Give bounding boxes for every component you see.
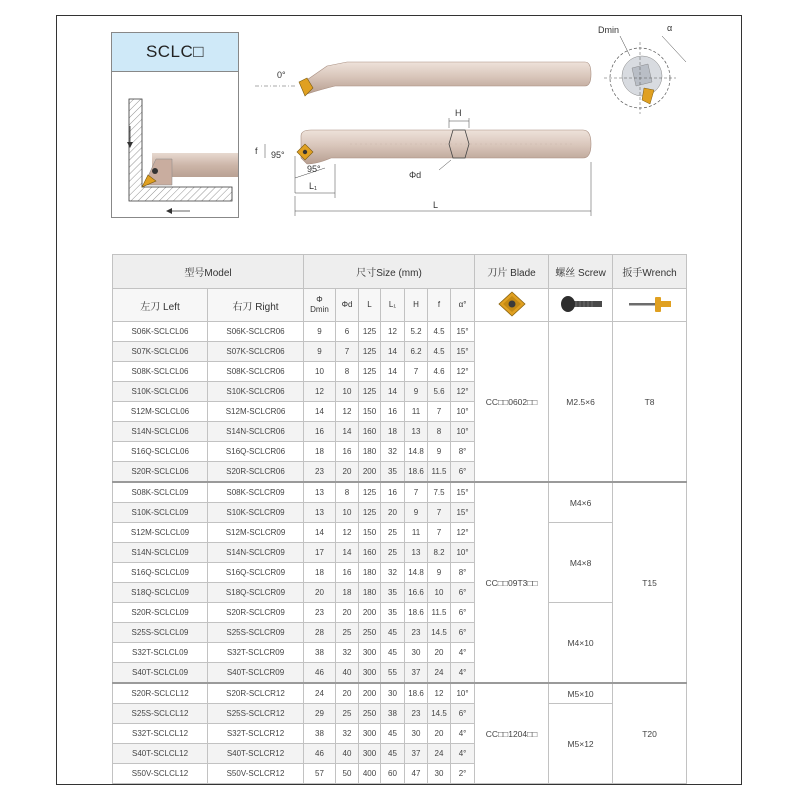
schematic-screw [152,168,158,174]
cell-d: 40 [336,744,359,764]
bar-top-view [255,62,591,96]
screw-cell: M4×10 [549,603,613,684]
cell-right: S14N-SCLCR06 [208,422,304,442]
table-row [113,683,687,704]
cell-dmin: 9 [304,342,336,362]
cell-L: 300 [359,663,381,684]
cell-dmin: 57 [304,764,336,784]
cell-H: 37 [405,663,428,684]
screw-image [549,289,613,322]
cell-L: 300 [359,724,381,744]
cell-a: 8° [451,442,475,462]
cell-right: S08K-SCLCR06 [208,362,304,382]
cell-dmin: 38 [304,643,336,663]
cell-left: S20R-SCLCL09 [113,603,208,623]
cell-dmin: 38 [304,724,336,744]
cell-H: 14.8 [405,442,428,462]
cell-a: 10° [451,422,475,442]
cell-right: S10K-SCLCR06 [208,382,304,402]
dmin-label: Dmin [598,25,620,35]
cell-H: 23 [405,623,428,643]
cell-L: 300 [359,744,381,764]
cell-d: 20 [336,462,359,483]
cell-L1: 16 [381,402,405,422]
cell-L: 200 [359,683,381,704]
cell-H: 18.6 [405,683,428,704]
wrench-cell: T8 [613,322,687,483]
cell-L1: 32 [381,442,405,462]
cell-L: 125 [359,382,381,402]
cell-d: 32 [336,724,359,744]
cell-a: 6° [451,603,475,623]
wrench-image [613,289,687,322]
cell-left: S20R-SCLCL12 [113,683,208,704]
cell-left: S08K-SCLCL06 [113,362,208,382]
cell-dmin: 10 [304,362,336,382]
cell-f: 20 [428,643,451,663]
cell-right: S32T-SCLCR12 [208,724,304,744]
cell-d: 40 [336,663,359,684]
table-row [113,322,687,342]
cell-right: S12M-SCLCR06 [208,402,304,422]
cell-a: 4° [451,663,475,684]
cell-f: 4.6 [428,362,451,382]
cell-L: 125 [359,482,381,503]
cell-dmin: 14 [304,523,336,543]
cell-d: 25 [336,704,359,724]
cell-right: S10K-SCLCR09 [208,503,304,523]
cell-dmin: 13 [304,503,336,523]
cell-f: 5.6 [428,382,451,402]
cell-L: 300 [359,643,381,663]
tool-drawings [255,18,595,223]
cell-H: 14.8 [405,563,428,583]
spec-table [112,254,687,784]
cell-dmin: 16 [304,422,336,442]
cell-L1: 12 [381,322,405,342]
cell-left: S10K-SCLCL06 [113,382,208,402]
cell-left: S08K-SCLCL09 [113,482,208,503]
cell-L: 180 [359,442,381,462]
cell-right: S07K-SCLCR06 [208,342,304,362]
wrench-icon [625,292,675,316]
cell-right: S12M-SCLCR09 [208,523,304,543]
cell-f: 24 [428,744,451,764]
cell-a: 8° [451,563,475,583]
h-label: H [455,108,462,118]
cell-dmin: 24 [304,683,336,704]
cell-left: S16Q-SCLCL06 [113,442,208,462]
cell-H: 47 [405,764,428,784]
screw-icon [556,292,606,316]
cell-L1: 45 [381,623,405,643]
cell-L: 250 [359,704,381,724]
cell-a: 4° [451,643,475,663]
cell-f: 12 [428,683,451,704]
cell-d: 32 [336,643,359,663]
header-L: L [359,289,381,322]
cell-left: S07K-SCLCL06 [113,342,208,362]
dmin-detail [590,18,700,118]
blade-cell: CC□□0602□□ [475,322,549,483]
cell-dmin: 20 [304,583,336,603]
cell-right: S16Q-SCLCR06 [208,442,304,462]
cell-H: 5.2 [405,322,428,342]
cell-H: 9 [405,382,428,402]
cell-left: S10K-SCLCL09 [113,503,208,523]
cell-left: S18Q-SCLCL09 [113,583,208,603]
cell-left: S25S-SCLCL09 [113,623,208,643]
cell-right: S18Q-SCLCR09 [208,583,304,603]
cell-a: 10° [451,683,475,704]
header-L1: L₁ [381,289,405,322]
header-dmin: Φ Dmin [304,289,336,322]
alpha-label: α [667,23,673,33]
cell-L1: 45 [381,724,405,744]
blade-cell: CC□□1204□□ [475,683,549,784]
angle-95b-label: 95° [307,164,321,174]
cell-L1: 30 [381,683,405,704]
cell-L: 125 [359,503,381,523]
insert-end [642,88,654,104]
cell-a: 15° [451,482,475,503]
header-left: 左刀 Left [113,289,208,322]
cell-left: S20R-SCLCL06 [113,462,208,483]
cell-left: S50V-SCLCL12 [113,764,208,784]
header-screw: 螺丝 Screw [549,255,613,289]
blade-image [475,289,549,322]
cell-left: S14N-SCLCL06 [113,422,208,442]
cell-a: 15° [451,322,475,342]
table-row [113,603,687,623]
cell-right: S06K-SCLCR06 [208,322,304,342]
cell-right: S50V-SCLCR12 [208,764,304,784]
phid-label: Φd [409,170,422,180]
cell-dmin: 46 [304,744,336,764]
cell-f: 11.5 [428,603,451,623]
cell-L1: 55 [381,663,405,684]
cell-H: 9 [405,503,428,523]
cell-L1: 25 [381,543,405,563]
bar-side-view [255,108,591,216]
cell-f: 9 [428,563,451,583]
cell-d: 8 [336,362,359,382]
cell-L1: 60 [381,764,405,784]
header-d: Φd [336,289,359,322]
cell-L: 125 [359,342,381,362]
cell-f: 4.5 [428,322,451,342]
wrench-cell: T20 [613,683,687,784]
cell-H: 7 [405,362,428,382]
cell-d: 18 [336,583,359,603]
cell-left: S25S-SCLCL12 [113,704,208,724]
spec-table-body [113,322,687,784]
cell-dmin: 13 [304,482,336,503]
cell-a: 12° [451,523,475,543]
cell-H: 23 [405,704,428,724]
cell-a: 6° [451,704,475,724]
cell-d: 16 [336,563,359,583]
cell-L: 400 [359,764,381,784]
cell-L1: 20 [381,503,405,523]
cell-a: 10° [451,402,475,422]
cell-L: 250 [359,623,381,643]
cell-L1: 38 [381,704,405,724]
cell-d: 12 [336,402,359,422]
cell-L1: 16 [381,482,405,503]
cell-f: 10 [428,583,451,603]
header-right: 右刀 Right [208,289,304,322]
cell-a: 15° [451,503,475,523]
cell-f: 20 [428,724,451,744]
cell-L: 180 [359,563,381,583]
table-row [113,523,687,543]
l-label: L [433,200,439,210]
table-row [113,482,687,503]
title-box [111,32,239,218]
cell-dmin: 18 [304,442,336,462]
header-f: f [428,289,451,322]
cell-left: S40T-SCLCL09 [113,663,208,684]
cell-dmin: 17 [304,543,336,563]
screw-cell: M5×10 [549,683,613,704]
cell-f: 7 [428,402,451,422]
cell-d: 20 [336,603,359,623]
cell-a: 4° [451,724,475,744]
cell-L1: 14 [381,362,405,382]
cell-d: 20 [336,683,359,704]
cell-f: 8.2 [428,543,451,563]
cell-d: 25 [336,623,359,643]
cell-L: 125 [359,362,381,382]
cell-right: S16Q-SCLCR09 [208,563,304,583]
cell-d: 16 [336,442,359,462]
cell-right: S20R-SCLCR09 [208,603,304,623]
cell-H: 11 [405,523,428,543]
cell-dmin: 23 [304,462,336,483]
cell-f: 11.5 [428,462,451,483]
cell-H: 6.2 [405,342,428,362]
cell-L1: 32 [381,563,405,583]
l1-label: L₁ [309,181,318,191]
screw-cell: M4×6 [549,482,613,523]
cell-right: S32T-SCLCR09 [208,643,304,663]
angle-95a-label: 95° [271,150,285,160]
blade-cell: CC□□09T3□□ [475,482,549,683]
cell-L1: 35 [381,583,405,603]
cell-f: 24 [428,663,451,684]
cell-right: S08K-SCLCR09 [208,482,304,503]
cell-L: 150 [359,523,381,543]
cell-L: 180 [359,583,381,603]
cell-dmin: 23 [304,603,336,623]
cell-d: 6 [336,322,359,342]
cell-H: 13 [405,422,428,442]
cell-left: S06K-SCLCL06 [113,322,208,342]
cell-H: 7 [405,482,428,503]
cell-left: S32T-SCLCL12 [113,724,208,744]
cell-H: 13 [405,543,428,563]
cell-H: 16.6 [405,583,428,603]
cell-f: 4.5 [428,342,451,362]
cell-f: 8 [428,422,451,442]
cell-left: S12M-SCLCL09 [113,523,208,543]
cell-d: 14 [336,543,359,563]
cell-a: 12° [451,382,475,402]
header-blade: 刀片 Blade [475,255,549,289]
cell-d: 7 [336,342,359,362]
boring-schematic [112,71,238,217]
cell-a: 15° [451,342,475,362]
cell-L: 150 [359,402,381,422]
cell-L1: 35 [381,462,405,483]
cell-L: 200 [359,462,381,483]
screw-cell: M4×8 [549,523,613,603]
cell-d: 8 [336,482,359,503]
cell-a: 10° [451,543,475,563]
cell-d: 10 [336,503,359,523]
header-size: 尺寸Size (mm) [304,255,475,289]
cell-L: 160 [359,422,381,442]
screw-cell: M2.5×6 [549,322,613,483]
cell-left: S14N-SCLCL09 [113,543,208,563]
f-label: f [255,146,258,156]
cell-left: S12M-SCLCL06 [113,402,208,422]
cell-f: 7.5 [428,482,451,503]
cell-dmin: 12 [304,382,336,402]
cell-H: 30 [405,724,428,744]
cell-right: S25S-SCLCR09 [208,623,304,643]
cell-a: 6° [451,623,475,643]
cell-H: 30 [405,643,428,663]
cell-f: 30 [428,764,451,784]
cell-dmin: 18 [304,563,336,583]
cell-H: 11 [405,402,428,422]
cell-L1: 45 [381,744,405,764]
cell-L: 125 [359,322,381,342]
cell-left: S32T-SCLCL09 [113,643,208,663]
angle-0-label: 0° [277,70,286,80]
header-wrench: 扳手Wrench [613,255,687,289]
cell-H: 18.6 [405,462,428,483]
cell-a: 4° [451,744,475,764]
cell-H: 18.6 [405,603,428,623]
header-alpha: α° [451,289,475,322]
cell-left: S40T-SCLCL12 [113,744,208,764]
cell-L1: 25 [381,523,405,543]
cell-dmin: 9 [304,322,336,342]
cell-right: S40T-SCLCR12 [208,744,304,764]
cell-right: S20R-SCLCR06 [208,462,304,483]
header-model: 型号Model [113,255,304,289]
cell-L1: 14 [381,382,405,402]
cell-dmin: 29 [304,704,336,724]
table-row [113,704,687,724]
cell-dmin: 28 [304,623,336,643]
cell-f: 14.5 [428,623,451,643]
cell-d: 12 [336,523,359,543]
cell-d: 14 [336,422,359,442]
cell-L1: 45 [381,643,405,663]
cell-a: 12° [451,362,475,382]
screw-cell: M5×12 [549,704,613,784]
cell-f: 9 [428,442,451,462]
wrench-cell: T15 [613,482,687,683]
insert-icon [497,290,527,318]
cell-L1: 18 [381,422,405,442]
cell-L: 160 [359,543,381,563]
product-title: SCLC□ [112,33,238,72]
cell-d: 50 [336,764,359,784]
cell-a: 6° [451,462,475,483]
cell-H: 37 [405,744,428,764]
cell-L1: 14 [381,342,405,362]
cell-L1: 35 [381,603,405,623]
cell-right: S14N-SCLCR09 [208,543,304,563]
cell-f: 7 [428,503,451,523]
cell-a: 6° [451,583,475,603]
cell-dmin: 14 [304,402,336,422]
cell-f: 7 [428,523,451,543]
header-H: H [405,289,428,322]
cell-left: S16Q-SCLCL09 [113,563,208,583]
cell-right: S20R-SCLCR12 [208,683,304,704]
cell-f: 14.5 [428,704,451,724]
cell-a: 2° [451,764,475,784]
cell-L: 200 [359,603,381,623]
cell-right: S25S-SCLCR12 [208,704,304,724]
cell-d: 10 [336,382,359,402]
cell-right: S40T-SCLCR09 [208,663,304,684]
cell-dmin: 46 [304,663,336,684]
